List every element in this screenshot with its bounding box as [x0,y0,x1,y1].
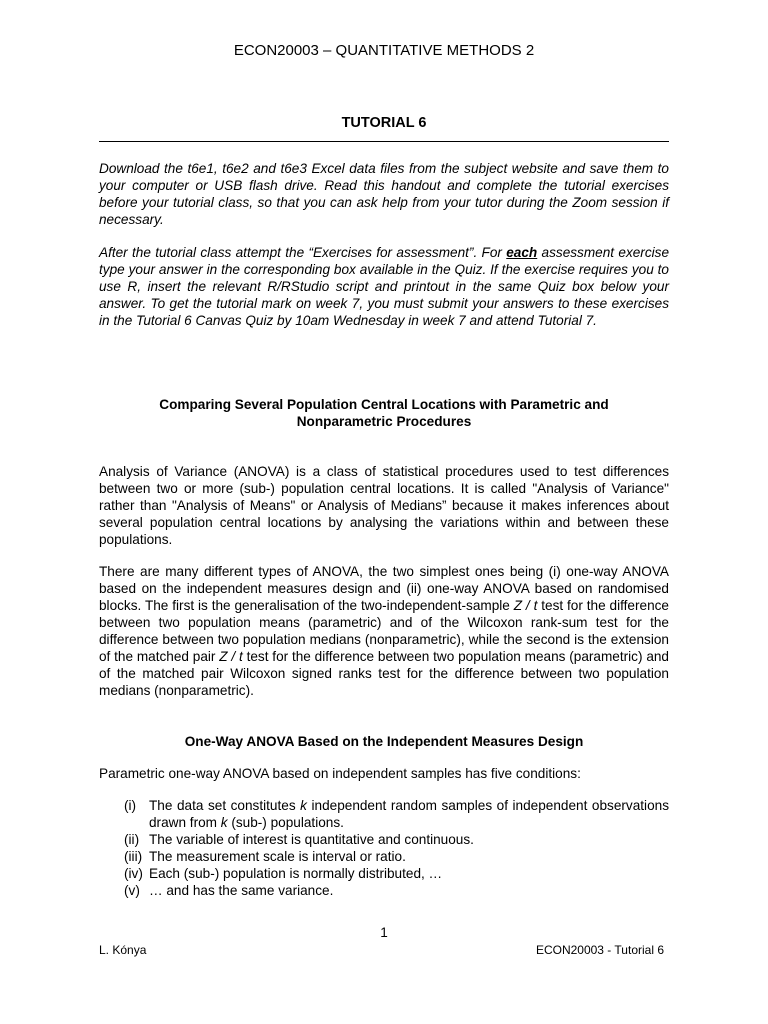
condition-item [124,848,669,865]
intro-paragraph-1: Download the t6e1, t6e2 and t6e3 Excel data files from the subject website and save them to your computer or USB flash drive. Read this handout and complete the tutorial exercises before your tutorial class, so that you can ask help from your tutor during the Zoom session if necessary. [99,161,669,227]
intro-p2-text-a: After the tutorial class attempt the “Exercises for assessment”. For [99,245,507,260]
section-heading-line-1: Comparing Several Population Central Locations with Parametric and [159,397,609,412]
zt-symbol-1: Z / t [513,598,538,613]
intro-p2-text-b: assessment exercise type your answer in the corresponding box available in the Quiz. If the exercise requires you to use R, insert the relevant R/RStudio script and printout in the same Quiz box below your answer. To get the tutorial mark on week 7, you must submit your answers to these exercises in the Tutorial 6 Canvas Quiz by 10am Wednesday in week 7 and attend Tutorial 7. [99,245,669,328]
title-divider [99,141,669,142]
each-emphasis: each [506,245,538,260]
anova-p2-text-a: There are many different types of ANOVA, the two simplest ones being (i) one-way ANOVA based on the independent measures design and (ii) one-way ANOVA based on randomised blocks. The first is the generalisation of the two-independent-sample [99,564,669,613]
condition-text: The data set constitutes [149,798,301,813]
condition-number: (iv) [124,866,143,881]
condition-number: (iii) [124,849,143,864]
condition-number: (ii) [124,832,140,847]
footer-author: L. Kónya [99,943,147,957]
course-header: ECON20003 – QUANTITATIVE METHODS 2 [233,42,535,59]
k-symbol: k [300,798,307,813]
anova-paragraph-2 [99,563,669,699]
condition-item [124,865,669,882]
condition-number: (i) [124,798,137,813]
section-heading-line-2: Nonparametric Procedures [296,414,472,429]
condition-item [124,797,669,831]
conditions-intro: Parametric one-way ANOVA based on independent samples has five conditions: [99,766,581,781]
condition-text: independent random samples of independent observations drawn from [149,798,669,830]
intro-paragraph-2 [99,244,669,329]
section-heading-comparing [99,396,669,430]
footer-label: ECON20003 - Tutorial 6 [535,943,664,957]
condition-item [124,882,669,899]
conditions-list [124,797,669,899]
condition-item [124,831,669,848]
anova-p2-text-b: test for the difference between two population means (parametric) and of the Wilcoxon rank-sum test for the difference between two population medians (nonparametric), while the second is the extension of the matched pair [99,598,669,664]
section-heading-one-way: One-Way ANOVA Based on the Independent Measures Design [184,734,584,749]
condition-text: … and has the same variance. [149,883,334,898]
condition-number: (v) [124,883,140,898]
tutorial-title: TUTORIAL 6 [341,115,427,131]
zt-symbol-2: Z / t [219,649,243,664]
condition-text: (sub-) populations. [227,815,344,830]
page-number: 1 [380,925,388,940]
anova-paragraph-1: Analysis of Variance (ANOVA) is a class of statistical procedures used to test differences between two or more (sub-) population central locations. It is called "Analysis of Variance" rather than "Analysis of Means" or Analysis of Medians” because it makes inferences about several population central locations by analysing the variations within and between these populations. [99,464,669,547]
anova-p2-text-c: test for the difference between two population means (parametric) and of the matched pair Wilcoxon signed ranks test for the difference between two population medians (nonparametric). [99,649,669,698]
condition-text: The variable of interest is quantitative and continuous. [149,832,474,847]
condition-text: The measurement scale is interval or ratio. [149,849,406,864]
condition-text: Each (sub-) population is normally distributed, … [149,866,443,881]
k-symbol: k [220,815,228,830]
